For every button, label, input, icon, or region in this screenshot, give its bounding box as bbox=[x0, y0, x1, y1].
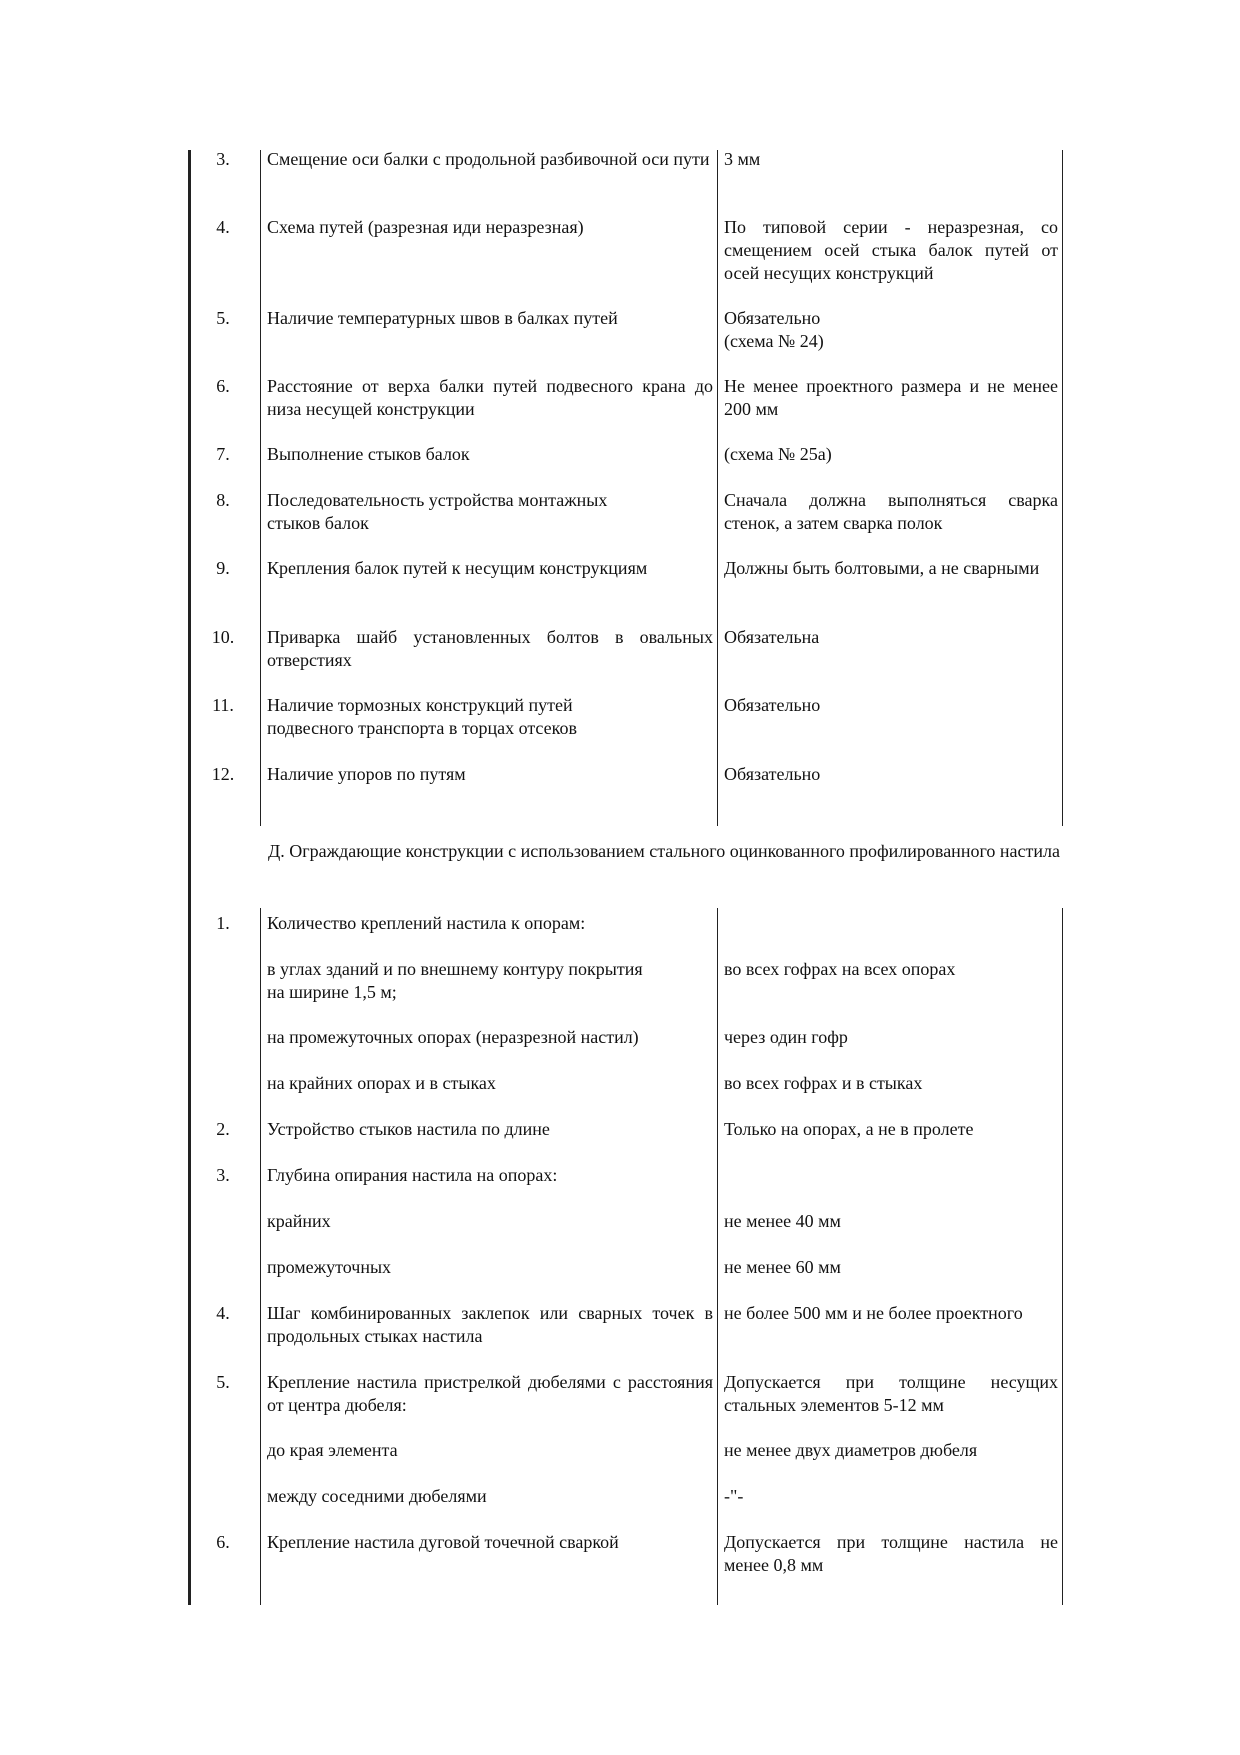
row-description: на крайних опорах и в стыках bbox=[267, 1073, 496, 1093]
row-description: Приварка шайб установленных болтов в овальных отверстиях bbox=[267, 627, 713, 670]
row-number: 3. bbox=[216, 1165, 230, 1185]
row-value: Обязательно bbox=[724, 764, 821, 784]
document-page bbox=[188, 150, 1064, 1605]
row-number: 6. bbox=[216, 1532, 230, 1552]
column-divider bbox=[717, 150, 718, 826]
row-value: не менее 40 мм bbox=[724, 1211, 841, 1231]
row-value: Обязательно bbox=[724, 695, 821, 715]
row-description: Крепление настила дуговой точечной сваркой bbox=[267, 1532, 619, 1552]
row-description: Наличие температурных швов в балках путей bbox=[267, 308, 618, 328]
row-number: 12. bbox=[211, 764, 235, 784]
row-number: 5. bbox=[216, 308, 230, 328]
row-value: не более 500 мм и не более проектного bbox=[724, 1303, 1023, 1323]
row-number: 9. bbox=[216, 558, 230, 578]
row-description: Наличие упоров по путям bbox=[267, 764, 466, 784]
row-description: в углах зданий и по внешнему контуру покрытия на ширине 1,5 м; bbox=[267, 959, 643, 1002]
row-value: Сначала должна выполняться сварка стенок, а затем сварка полок bbox=[724, 490, 1058, 533]
row-value: во всех гофрах и в стыках bbox=[724, 1073, 923, 1093]
row-value: не менее двух диаметров дюбеля bbox=[724, 1440, 978, 1460]
row-description: Крепления балок путей к несущим конструкциям bbox=[267, 558, 648, 578]
section-title: Д. Ограждающие конструкции с использованием стального оцинкованного профилированного настила bbox=[268, 841, 1060, 861]
row-number: 5. bbox=[216, 1372, 230, 1392]
row-value: Обязательно (схема № 24) bbox=[724, 308, 824, 351]
row-number: 4. bbox=[216, 217, 230, 237]
row-number: 11. bbox=[212, 695, 234, 715]
row-number: 10. bbox=[211, 627, 235, 647]
row-number: 1. bbox=[216, 913, 230, 933]
column-divider bbox=[260, 150, 261, 826]
row-description: Схема путей (разрезная иди неразрезная) bbox=[267, 217, 584, 237]
row-description: между соседними дюбелями bbox=[267, 1486, 487, 1506]
row-value: не менее 60 мм bbox=[724, 1257, 841, 1277]
row-value: Допускается при толщине несущих стальных элементов 5-12 мм bbox=[724, 1372, 1058, 1415]
row-value: через один гофр bbox=[724, 1027, 848, 1047]
row-description: Глубина опирания настила на опорах: bbox=[267, 1165, 558, 1185]
row-number: 6. bbox=[216, 376, 230, 396]
row-number: 7. bbox=[216, 444, 230, 464]
row-description: Шаг комбинированных заклепок или сварных точек в продольных стыках настила bbox=[267, 1303, 713, 1346]
column-divider bbox=[717, 908, 718, 1605]
row-description: Выполнение стыков балок bbox=[267, 444, 470, 464]
row-value: (схема № 25а) bbox=[724, 444, 832, 464]
row-description: Количество креплений настила к опорам: bbox=[267, 913, 586, 933]
table-right-border bbox=[1062, 908, 1063, 1605]
row-description: до края элемента bbox=[267, 1440, 398, 1460]
row-description: Смещение оси балки с продольной разбивочной оси пути bbox=[267, 149, 710, 169]
row-value: Должны быть болтовыми, а не сварными bbox=[724, 558, 1040, 578]
row-value: Обязательна bbox=[724, 627, 820, 647]
row-description: Устройство стыков настила по длине bbox=[267, 1119, 550, 1139]
row-value: Допускается при толщине настила не менее 0,8 мм bbox=[724, 1532, 1058, 1575]
row-description: Наличие тормозных конструкций путей подвесного транспорта в торцах отсеков bbox=[267, 695, 577, 738]
row-description: Расстояние от верха балки путей подвесного крана до низа несущей конструкции bbox=[267, 376, 713, 419]
row-number: 8. bbox=[216, 490, 230, 510]
row-description: Последовательность устройства монтажных стыков балок bbox=[267, 490, 608, 533]
row-value: По типовой серии - неразрезная, со смещением осей стыка балок путей от осей несущих конструкций bbox=[724, 217, 1058, 283]
row-description: на промежуточных опорах (неразрезной настил) bbox=[267, 1027, 639, 1047]
row-value: -"- bbox=[724, 1486, 744, 1506]
row-number: 3. bbox=[216, 149, 230, 169]
row-number: 2. bbox=[216, 1119, 230, 1139]
row-value: 3 мм bbox=[724, 149, 761, 169]
row-number: 4. bbox=[216, 1303, 230, 1323]
row-value: Только на опорах, а не в пролете bbox=[724, 1119, 974, 1139]
row-description: Крепление настила пристрелкой дюбелями с расстояния от центра дюбеля: bbox=[267, 1372, 713, 1415]
row-value: Не менее проектного размера и не менее 200 мм bbox=[724, 376, 1058, 419]
table-right-border bbox=[1062, 150, 1063, 826]
row-description: крайних bbox=[267, 1211, 331, 1231]
row-description: промежуточных bbox=[267, 1257, 392, 1277]
column-divider bbox=[260, 908, 261, 1605]
row-value: во всех гофрах на всех опорах bbox=[724, 959, 956, 979]
